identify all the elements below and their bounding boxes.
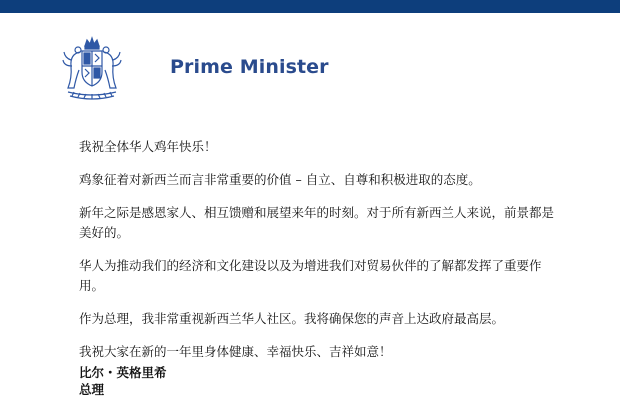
letter-paragraph: 作为总理，我非常重视新西兰华人社区。我将确保您的声音上达政府最高层。 (79, 311, 505, 326)
signature-name: 比尔・英格里希 (79, 365, 167, 380)
new-zealand-coat-of-arms-icon (60, 36, 124, 104)
office-title: Prime Minister (170, 56, 329, 78)
signature-title: 总理 (79, 382, 105, 397)
letter-paragraph: 新年之际是感恩家人、相互馈赠和展望来年的时刻。对于所有新西兰人来说，前景都是美好的。 (79, 205, 555, 240)
letter-paragraph: 华人为推动我们的经济和文化建设以及为增进我们对贸易伙伴的了解都发挥了重要作用。 (79, 258, 542, 293)
letter-paragraph: 鸡象征着对新西兰而言非常重要的价值 – 自立、自尊和积极进取的态度。 (79, 172, 481, 187)
letter-body (79, 137, 564, 375)
letter-paragraph: 我祝大家在新的一年里身体健康、幸福快乐、吉祥如意！ (79, 344, 392, 359)
signature-block (79, 364, 167, 398)
letter-paragraph: 我祝全体华人鸡年快乐！ (79, 139, 217, 154)
top-banner-bar (0, 0, 620, 13)
